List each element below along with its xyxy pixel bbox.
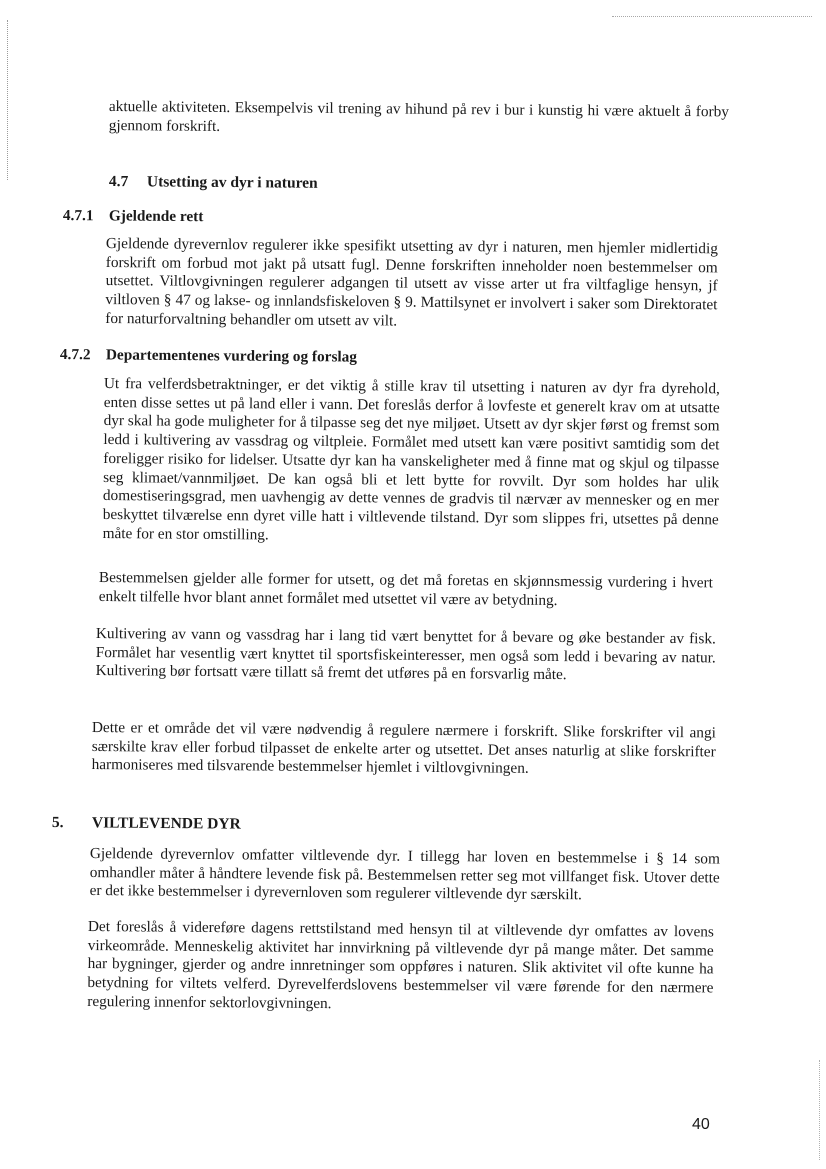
- section-number: 5.: [51, 814, 64, 832]
- section-5-paragraph: Gjeldende dyrevernlov omfatter viltlevende dyr. I tillegg har loven en bestemmelse i § 14 som omhandler måter å håndtere levende fisk på. Bestemmelsen retter seg mot villfanget fisk. Utover dette er det ikke bestemmelser i dyrevernloven som regulerer viltlevende dyr særskilt.: [89, 845, 720, 904]
- section-title: Utsetting av dyr i naturen: [146, 173, 318, 192]
- section-title: Gjeldende rett: [108, 207, 204, 226]
- section-5-paragraph: Det foreslås å videreføre dagens rettstilstand med hensyn til at viltlevende dyr omfattes av lovens virkeområde. Menneskelig aktivitet har innvirkning på viltlevende dyr på mange måter. Det samme har bygninger, gjerder og andre innretninger som oppføres i naturen. Slik aktivitet vil ofte kunne ha betydning for viltets velferd. Dyrevelferdslovens bestemmelser vil være førende for den nærmere regulering innenfor sektorlovgivningen.: [87, 918, 714, 1012]
- page-number: 40: [692, 1116, 710, 1133]
- section-4-7-2-paragraph: Bestemmelsen gjelder alle former for utsett, og det må foretas en skjønnsmessig vurdering i hvert enkelt tilfelle hvor blant annet formålet med utsettet vil være av betydning.: [98, 569, 713, 609]
- section-title: VILTLEVENDE DYR: [91, 814, 241, 833]
- scan-edge-mark: [7, 20, 8, 180]
- section-title: Departementenes vurdering og forslag: [105, 346, 358, 366]
- scan-right-mark: [819, 1060, 820, 1160]
- scan-top-mark: [612, 16, 812, 17]
- section-number: 4.7.1: [62, 207, 94, 225]
- section-4-7-2-paragraph: Dette er et område det vil være nødvendig å regulere nærmere i forskrift. Slike forskrifter vil angi særskilte krav eller forbud tilpasset de enkelte arter og utsettet. Det anses naturlig at slike forskrifter harmoniseres med tilsvarende bestemmelser hjemlet i viltlovgivningen.: [91, 719, 716, 778]
- section-number: 4.7.2: [59, 346, 91, 364]
- section-4-7-2-paragraph: Ut fra velferdsbetraktninger, er det viktig å stille krav til utsetting i naturen av dyr fra dyrehold, enten disse settes ut på land eller i vann. Det foreslås derfor å lovfeste et generelt krav om at utsatte dyr skal ha gode muligheter for å tilpasse seg det nye miljøet. Utsett av dyr skjer først og fremst som ledd i kultivering av vassdrag og viltpleie. Formålet med utsett kan være positivt samtidig som det foreligger risiko for lidelser. Utsatte dyr kan ha vanskeligheter med å finne mat og skjul og tilpasse seg klimaet/vannmiljøet. De kan også bli et lett bytte for rovvilt. Dyr som holdes har ulik domestiseringsgrad, men uavhengig av dette vennes de gradvis til nærvær av mennesker og en mer beskyttet tilværelse enn dyret ville hatt i viltlevende tilstand. Dyr som slippes fri, utsettes på denne måte for en stor omstilling.: [102, 375, 720, 544]
- section-4-7-2-heading: [60, 346, 357, 367]
- section-4-7-2-paragraph: Kultivering av vann og vassdrag har i lang tid vært benyttet for å bevare og øke bestander av fisk. Formålet har vesentlig vært knyttet til sportsfiskeinteresser, men også som ledd i bevaring av natur. Kultivering bør fortsatt være tillatt så fremt det utføres på en forsvarlig måte.: [95, 625, 716, 684]
- section-4-7-1-body: Gjeldende dyrevernlov regulerer ikke spesifikt utsetting av dyr i naturen, men hjemler midlertidig forskrift om forbud mot jakt på utsatt fugl. Denne forskriften inneholder noen bestemmelser om utsettet. Viltlovgivningen regulerer adgangen til utsett av visse arter ut fra viltfaglige hensyn, jf viltloven § 47 og lakse- og innlandsfiskeloven § 9. Mattilsynet er involvert i saker som Direktoratet for naturforvaltning behandler om utsett av vilt.: [105, 235, 718, 330]
- section-4-7-1-heading: [63, 207, 204, 226]
- section-number: 4.7: [108, 173, 129, 191]
- intro-paragraph: aktuelle aktiviteten. Eksempelvis vil trening av hihund på rev i bur i kunstig hi være aktuelt å forby gjennom forskrift.: [108, 98, 729, 135]
- section-5-heading: [52, 814, 241, 834]
- section-4-7-heading: [109, 173, 318, 193]
